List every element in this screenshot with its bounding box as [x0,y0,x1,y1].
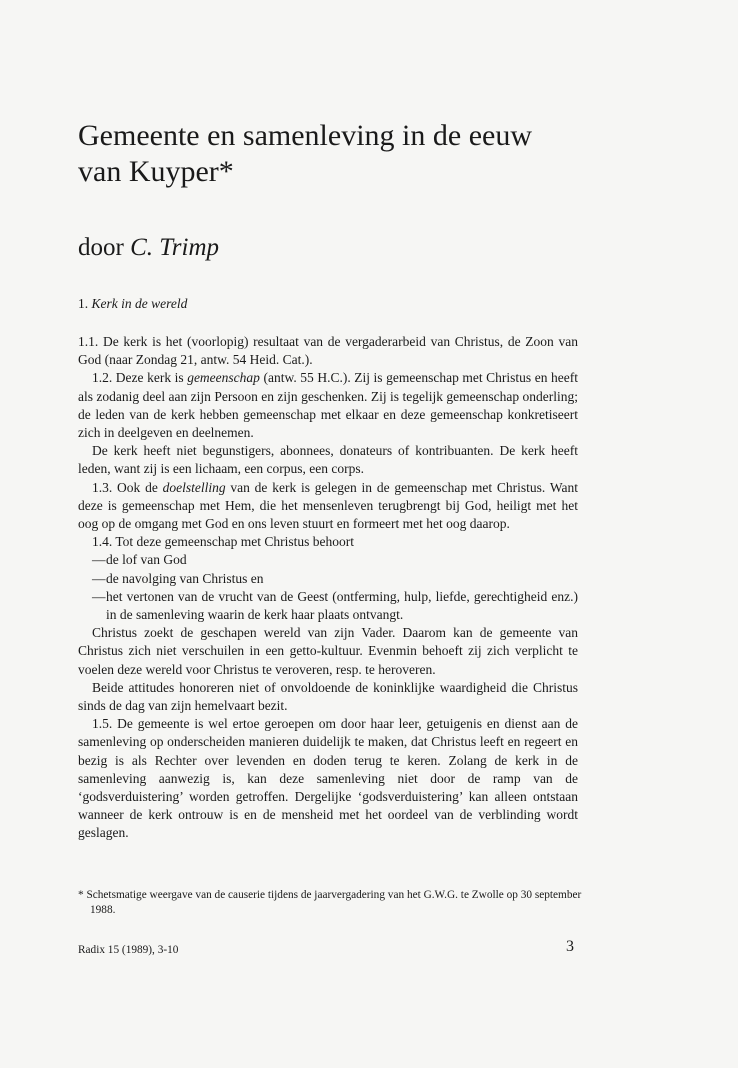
section-number: 1. [78,296,92,311]
title-line-1: Gemeente en samenleving in de eeuw [78,119,532,152]
article-title [78,118,638,190]
list-item [78,551,578,569]
paragraph-text: 1.3. Ook de [92,479,163,495]
list-item [78,588,578,624]
paragraph-1-1: 1.1. De kerk is het (voorlopig) resultaat van de vergaderarbeid van Christus, de Zoon van God (naar Zondag 21, antw. 54 Heid. Cat.). [78,334,578,368]
list-item-text: de navolging van Christus en [106,570,264,586]
paragraph-beide-attitudes: Beide attitudes honoreren niet of onvoldoende de koninklijke waardigheid die Christus sinds de dag van zijn hemelvaart bezit. [78,679,578,714]
byline [78,232,219,264]
paragraph-kerk-leden: De kerk heeft niet begunstigers, abonnees, donateurs of kontribuanten. De kerk heeft leden, want zij is een lichaam, een corpus, een corps. [78,443,578,477]
dash-marker: — [92,588,106,604]
footnote: * Schetsmatige weergave van de causerie tijdens de jaarvergadering van het G.W.G. te Zwolle op 30 september 1988. [78,889,582,916]
paragraph-christus-zoekt: Christus zoekt de geschapen wereld van zijn Vader. Daarom kan de gemeente van Christus zich niet verschuilen in een getto-kultuur. Evenmin behoeft zij zich verplicht te voelen deze wereld voor Christus te veroveren, resp. te heroveren. [78,625,578,677]
page-number: 3 [566,938,574,955]
dash-marker: — [92,570,106,586]
section-title: Kerk in de wereld [91,296,188,311]
emphasis: doelstelling [162,479,226,495]
author-name: C. Trimp [130,234,220,261]
journal-citation: Radix 15 (1989), 3-10 [78,944,179,956]
list-item [78,570,578,588]
paragraph-1-3 [78,479,578,534]
paragraph-text: (antw. 55 H.C.). Zij is gemeenschap met Christus en heeft als zodanig deel aan zijn Persoon en zijn geschenken. Zij is tegelijk gemeenschap onderling; de leden van de kerk hebben gemeenschap met elkaar en deze gemeenschap konkretiseert zich in deelgeven en deelnemen. [78,370,578,441]
byline-prefix: door [78,234,131,261]
list-item-text: het vertonen van de vrucht van de Geest (ontferming, hulp, liefde, gerechtigheid enz.) in de samenleving waarin de kerk haar plaats ontvangt. [106,588,578,623]
dash-list [78,551,578,624]
paragraph-1-2 [78,369,578,442]
dash-marker: — [92,552,106,568]
section-heading [78,295,187,313]
body-text [78,333,578,843]
paragraph-1-4: 1.4. Tot deze gemeenschap met Christus behoort [92,534,354,550]
title-line-2: van Kuyper* [78,155,234,188]
paragraph-1-5: 1.5. De gemeente is wel ertoe geroepen om door haar leer, getuigenis en dienst aan de samenleving op onderscheiden manieren duidelijk te maken, dat Christus leeft en regeert en bezig is als Rechter over levenden en doden terug te keren. Zolang de kerk in de samenleving aanwezig is, kan deze samenleving niet door de ramp van de ‘godsverduistering’ worden getroffen. Dergelijke ‘godsverduistering’ kan alleen ontstaan wanneer de kerk ontrouw is en de mensheid met het oordeel van de verblinding wordt geslagen. [78,716,578,841]
paragraph-text: van de kerk is gelegen in de gemeenschap met Christus. Want deze is gemeenschap met Hem, die het mensenleven terugbrengt bij God, heiligt met het oog op de omgang met God en ons leven stuurt en formeert met het oog daarop. [78,479,578,532]
paragraph-text: 1.2. Deze kerk is [92,370,188,386]
list-item-text: de lof van God [106,552,187,568]
emphasis: gemeenschap [187,370,260,386]
